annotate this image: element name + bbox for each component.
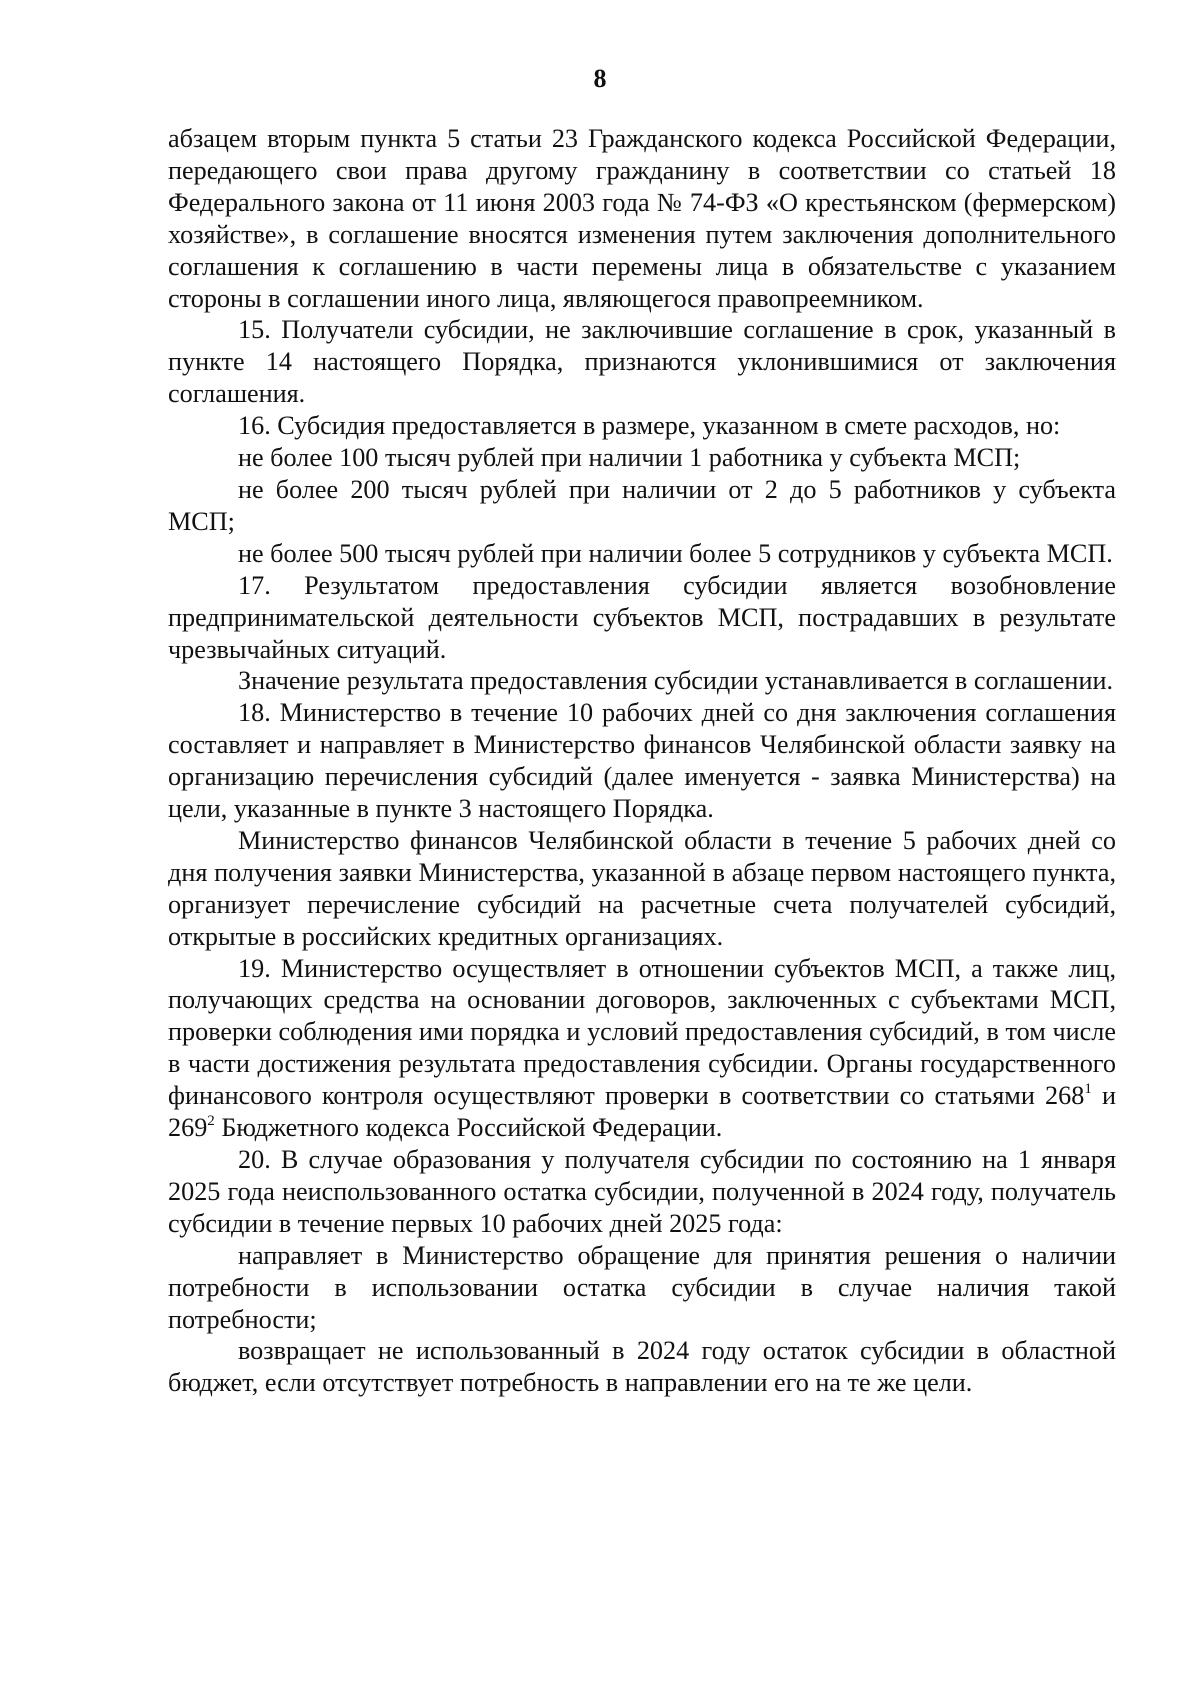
paragraph-item-18: 18. Министерство в течение 10 рабочих дней со дня заключения соглашения составляет и направляет в Министерство финансов Челябинской области заявку на организацию перечисления субсидий (далее именуется - заявка Министерства) на цели, указанные в пункте 3 настоящего Порядка.: [168, 698, 1116, 824]
paragraph-limit-3: не более 500 тысяч рублей при наличии более 5 сотрудников у субъекта МСП.: [238, 538, 1113, 568]
paragraph-result-value: Значение результата предоставления субсидии устанавливается в соглашении.: [238, 666, 1114, 696]
paragraph-continuation: абзацем вторым пункта 5 статьи 23 Гражданского кодекса Российской Федерации, передающего свои права другому гражданину в соответствии со статьей 18 Федерального закона от 11 июня 2003 года № 74-ФЗ «О крестьянском (фермерском) хозяйстве», в соглашение вносятся изменения путем заключения дополнительного соглашения к соглашению в части перемены лица в обязательстве с указанием стороны в соглашении иного лица, являющегося правопреемником.: [168, 124, 1116, 313]
document-body: [168, 123, 1116, 1399]
p19-text: 19. Министерство осуществляет в отношении субъектов МСП, а также лиц, получающих средства на основании договоров, заключенных с субъектами МСП, проверки соблюдения ими порядка и условий предоставления субсидий, в том числе в части достижения результата предоставления субсидии. Органы государственного финансового контроля осуществляют проверки в соответствии со статьями 268: [168, 953, 1116, 1111]
superscript-2: 2: [207, 1113, 215, 1130]
paragraph-request: направляет в Министерство обращение для принятия решения о наличии потребности в использовании остатка субсидии в случае наличия такой потребности;: [168, 1240, 1116, 1334]
paragraph-item-19: [168, 953, 1116, 1144]
paragraph-limit-2: не более 200 тысяч рублей при наличии от 2 до 5 работников у субъекта МСП;: [168, 474, 1116, 536]
paragraph-item-15: 15. Получатели субсидии, не заключившие соглашение в срок, указанный в пункте 14 настоящего Порядка, признаются уклонившимися от заключения соглашения.: [168, 315, 1116, 409]
paragraph-item-20: 20. В случае образования у получателя субсидии по состоянию на 1 января 2025 года неиспользованного остатка субсидии, полученной в 2024 году, получатель субсидии в течение первых 10 рабочих дней 2025 года:: [168, 1145, 1116, 1238]
paragraph-limit-1: не более 100 тысяч рублей при наличии 1 работника у субъекта МСП;: [238, 443, 1021, 473]
paragraph-finance-ministry: Министерство финансов Челябинской области в течение 5 рабочих дней со дня получения заявки Министерства, указанной в абзаце первом настоящего пункта, организует перечисление субсидий на расчетные счета получателей субсидий, открытые в российских кредитных организациях.: [168, 825, 1116, 951]
p19-end: Бюджетного кодекса Российской Федерации.: [214, 1113, 723, 1143]
page-number: 8: [593, 64, 607, 93]
paragraph-item-16: 16. Субсидия предоставляется в размере, указанном в смете расходов, но:: [238, 411, 1061, 441]
superscript-1: 1: [1084, 1081, 1092, 1098]
paragraph-return: возвращает не использованный в 2024 году остаток субсидии в областной бюджет, если отсутствует потребность в направлении его на те же цели.: [168, 1336, 1116, 1398]
paragraph-item-17: 17. Результатом предоставления субсидии является возобновление предпринимательской деятельности субъектов МСП, пострадавших в результате чрезвычайных ситуаций.: [168, 570, 1116, 664]
p19-mid: и 269: [168, 1081, 1116, 1143]
